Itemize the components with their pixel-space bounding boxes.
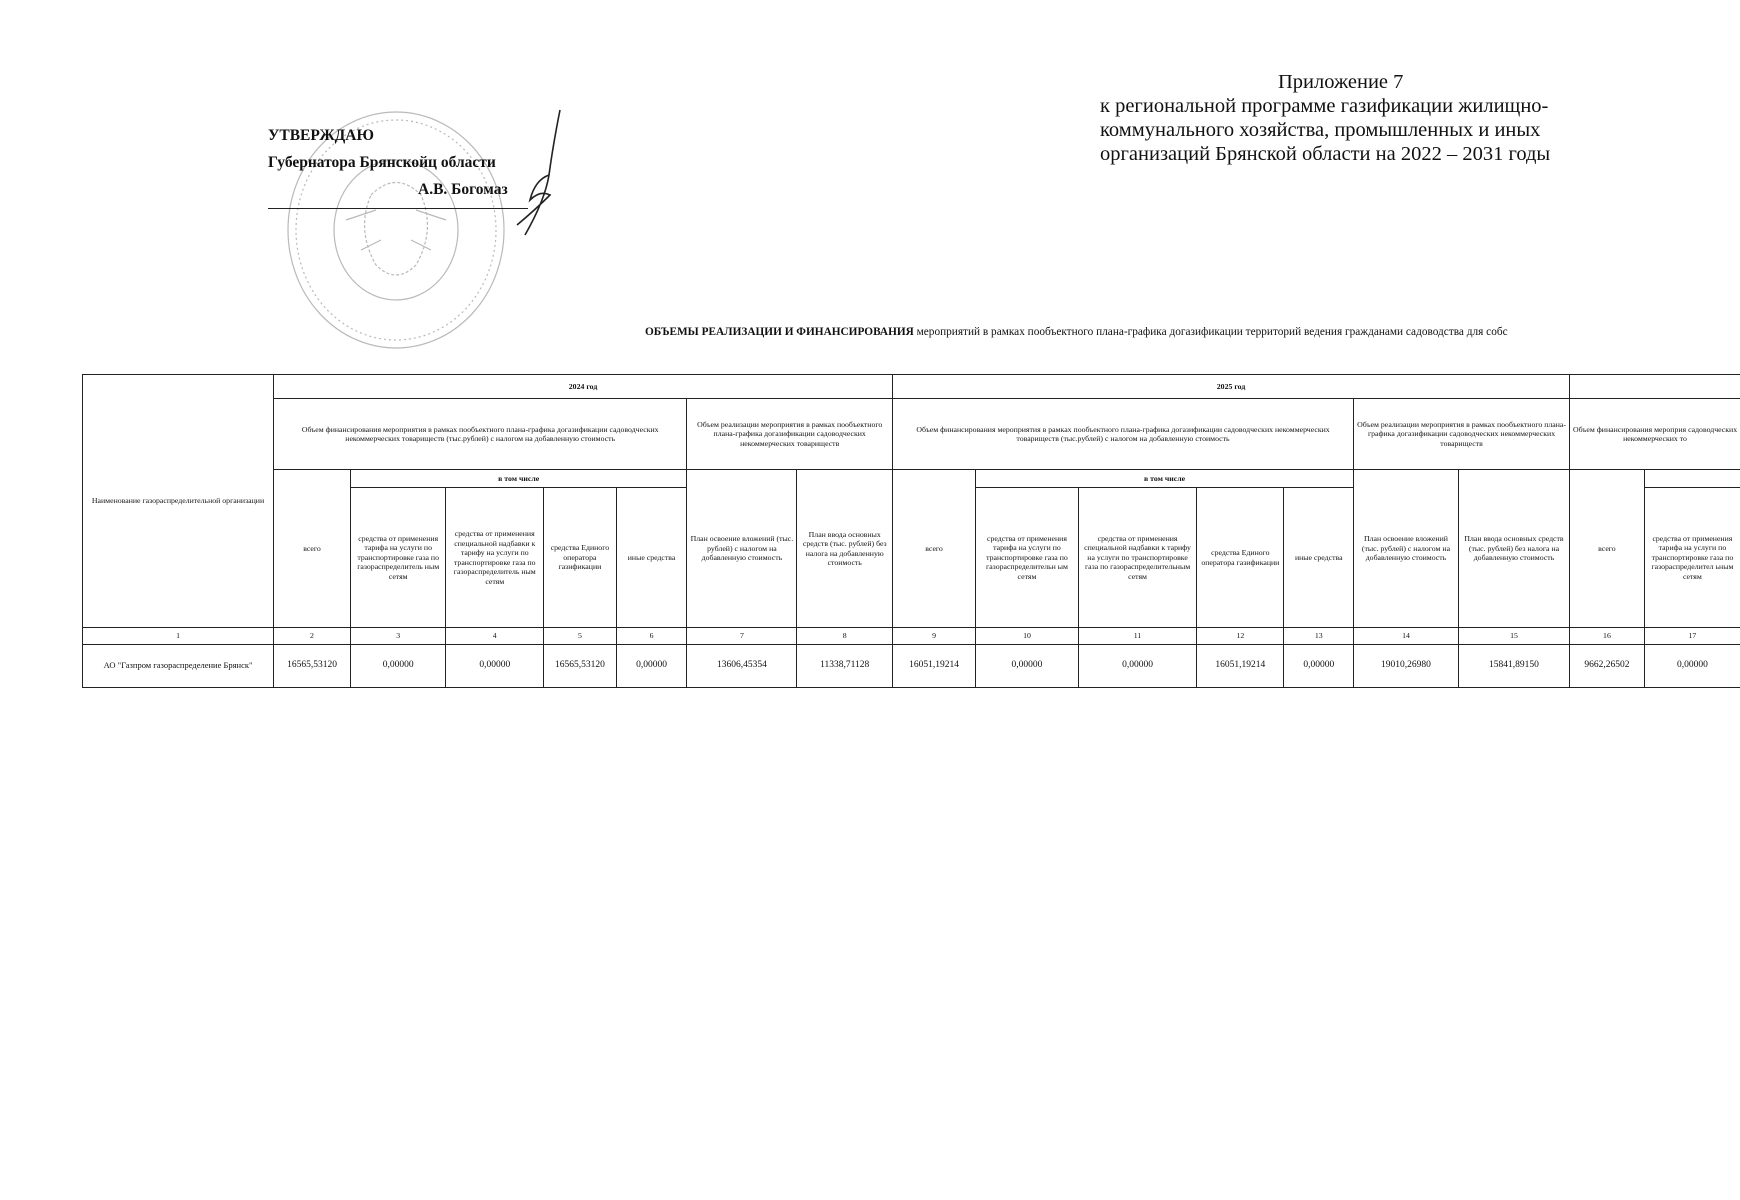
appendix-header — [1100, 70, 1620, 166]
financing-table-wrapper — [82, 374, 1738, 689]
col-tariff-2025: средства от применения тарифа на услуги по транспортировке газа по газораспределительн ым сетям — [976, 488, 1079, 628]
value-cell: 0,00000 — [446, 645, 544, 688]
appendix-line-3: коммунального хозяйства, промышленных и иных — [1100, 119, 1541, 141]
col-plan-invest-2025: План освоение вложений (тыс. рублей) с налогом на добавленную стоимость — [1354, 470, 1459, 628]
incl-2024: в том числе — [350, 470, 686, 488]
column-number: 12 — [1197, 628, 1284, 645]
value-cell: 19010,26980 — [1354, 645, 1459, 688]
value-cell: 0,00000 — [1078, 645, 1196, 688]
appendix-line-2: к региональной программе газификации жилищно- — [1100, 95, 1549, 117]
column-number-row — [83, 628, 1740, 645]
year-header-2025: 2025 год — [893, 375, 1570, 399]
appendix-line-4: организаций Брянской области на 2022 – 2031 годы — [1100, 143, 1551, 165]
appendix-number: Приложение 7 — [1278, 71, 1404, 93]
col-operator-2024: средства Единого оператора газификации — [544, 488, 617, 628]
col-plan-assets-2025: План ввода основных средств (тыс. рублей) без налога на добавленную стоимость — [1458, 470, 1569, 628]
financing-table — [82, 374, 1740, 688]
column-number: 11 — [1078, 628, 1196, 645]
value-cell: 0,00000 — [350, 645, 446, 688]
column-number: 14 — [1354, 628, 1459, 645]
col-special-2025: средства от применения специальной надбавки к тарифу на услуги по транспортировке газа по газораспределительным сетям — [1078, 488, 1196, 628]
column-number: 16 — [1570, 628, 1645, 645]
group-financing-2025: Объем финансирования мероприятия в рамках пообъектного плана-графика догазификации садоводческих некоммерческих товариществ (тыс.рублей) с налогом на добавленную стоимость — [893, 399, 1354, 470]
col-tariff-2024: средства от применения тарифа на услуги по транспортировке газа по газораспределитель ным сетям — [350, 488, 446, 628]
col-other-2025: иные средства — [1284, 488, 1354, 628]
document-title-rest: мероприятий в рамках пообъектного плана-графика догазификации территорий ведения гражданами садоводства для собс — [916, 326, 1508, 338]
incl-2025: в том числе — [976, 470, 1354, 488]
value-cell: 0,00000 — [1284, 645, 1354, 688]
group-financing-next: Объем финансирования мероприя садоводческих некоммерческих то — [1570, 399, 1740, 470]
column-number: 2 — [274, 628, 351, 645]
column-number: 13 — [1284, 628, 1354, 645]
document-title — [645, 326, 1685, 338]
column-number: 1 — [83, 628, 274, 645]
group-financing-2024: Объем финансирования мероприятия в рамках пообъектного плана-графика догазификации садоводческих некоммерческих товариществ (тыс.рублей) с налогом на добавленную стоимость — [274, 399, 687, 470]
table-row — [83, 645, 1740, 688]
column-number: 8 — [797, 628, 893, 645]
value-cell: 13606,45354 — [687, 645, 797, 688]
org-header: Наименование газораспределительной организации — [83, 375, 274, 628]
value-cell: 0,00000 — [1644, 645, 1740, 688]
value-cell: 11338,71128 — [797, 645, 893, 688]
incl-next — [1644, 470, 1740, 488]
col-total-2025: всего — [893, 470, 976, 628]
value-cell: 16565,53120 — [274, 645, 351, 688]
approve-name: А.В. Богомаз — [418, 181, 508, 198]
col-tariff-next: средства от применения тарифа на услуги по транспортировке газа по газораспределител ьным сетям — [1644, 488, 1740, 628]
value-cell: 16051,19214 — [893, 645, 976, 688]
year-header-2024: 2024 год — [274, 375, 893, 399]
document-title-bold: ОБЪЕМЫ РЕАЛИЗАЦИИ И ФИНАНСИРОВАНИЯ — [645, 326, 914, 338]
group-implementation-2025: Объем реализации мероприятия в рамках пообъектного плана-графика догазификации садоводческих некоммерческих товариществ — [1354, 399, 1570, 470]
org-name-cell: АО "Газпром газораспределение Брянск" — [83, 645, 274, 688]
value-cell: 16051,19214 — [1197, 645, 1284, 688]
column-number: 5 — [544, 628, 617, 645]
value-cell: 15841,89150 — [1458, 645, 1569, 688]
approval-block — [268, 122, 508, 203]
value-cell: 0,00000 — [616, 645, 687, 688]
year-header-next — [1570, 375, 1740, 399]
col-plan-assets-2024: План ввода основных средств (тыс. рублей) без налога на добавленную стоимость — [797, 470, 893, 628]
column-number: 7 — [687, 628, 797, 645]
handwritten-signature — [505, 105, 575, 245]
column-number: 9 — [893, 628, 976, 645]
column-number: 3 — [350, 628, 446, 645]
signature-line — [268, 208, 528, 209]
col-other-2024: иные средства — [616, 488, 687, 628]
value-cell: 9662,26502 — [1570, 645, 1645, 688]
col-special-2024: средства от применения специальной надбавки к тарифу на услуги по транспортировке газа по газораспределитель ным сетям — [446, 488, 544, 628]
column-number: 10 — [976, 628, 1079, 645]
column-number: 6 — [616, 628, 687, 645]
col-operator-2025: средства Единого оператора газификации — [1197, 488, 1284, 628]
value-cell: 16565,53120 — [544, 645, 617, 688]
column-number: 15 — [1458, 628, 1569, 645]
value-cell: 0,00000 — [976, 645, 1079, 688]
column-number: 17 — [1644, 628, 1740, 645]
col-total-next: всего — [1570, 470, 1645, 628]
col-plan-invest-2024: План освоение вложений (тыс. рублей) с налогом на добавленную стоимость — [687, 470, 797, 628]
approve-position: Губернатора Брянскойц области — [268, 154, 496, 171]
col-total-2024: всего — [274, 470, 351, 628]
approve-word: УТВЕРЖДАЮ — [268, 127, 374, 144]
group-implementation-2024: Объем реализации мероприятия в рамках пообъектного плана-графика догазификации садоводческих некоммерческих товариществ — [687, 399, 893, 470]
column-number: 4 — [446, 628, 544, 645]
